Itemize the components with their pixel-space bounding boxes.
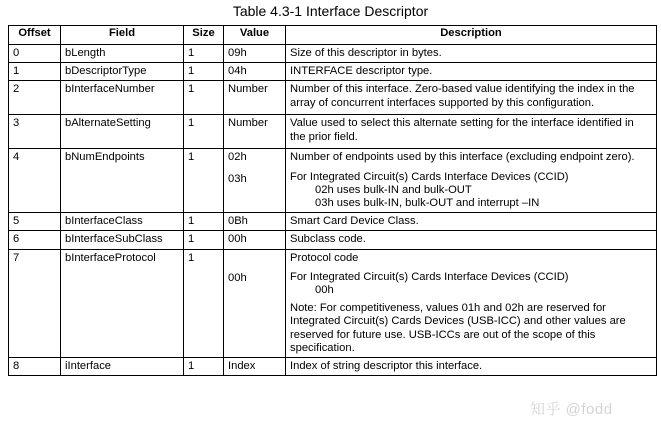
description-cell: Size of this descriptor in bytes. [286, 45, 657, 63]
header-offset: Offset [9, 26, 61, 45]
value-cell: 04h [224, 63, 286, 81]
description-line: For Integrated Circuit(s) Cards Interface Devices (CCID) [290, 170, 569, 183]
description-line: 02h uses bulk-IN and bulk-OUT [315, 183, 472, 196]
description-line: Number of endpoints used by this interface (excluding endpoint zero). [290, 151, 635, 164]
field-cell: bInterfaceProtocol [61, 249, 184, 357]
field-cell: bDescriptorType [61, 63, 184, 81]
value-cell [224, 149, 286, 213]
description-line: 00h [315, 284, 334, 297]
value-line: 03h [228, 172, 247, 185]
size-cell: 1 [184, 45, 224, 63]
value-cell: Index [224, 358, 286, 376]
table-row [9, 81, 657, 115]
table-row [9, 358, 657, 376]
table-row [9, 231, 657, 249]
table-row [9, 63, 657, 81]
description-cell: Number of this interface. Zero-based value identifying the index in the array of concurrent interfaces supported by this configuration. [286, 81, 657, 115]
field-cell: bLength [61, 45, 184, 63]
offset-cell: 1 [9, 63, 61, 81]
description-line: 03h uses bulk-IN, bulk-OUT and interrupt –IN [315, 197, 540, 210]
table-row [9, 149, 657, 213]
value-cell: Number [224, 81, 286, 115]
size-cell: 1 [184, 358, 224, 376]
description-cell: INTERFACE descriptor type. [286, 63, 657, 81]
value-line: 00h [228, 271, 247, 284]
description-note: Note: For competitiveness, values 01h and 02h are reserved for Integrated Circuit(s) Cards Devices (USB-ICC) and other values are reserved for future use. USB-ICCs are out of the scope of this specification. [290, 302, 626, 354]
value-cell: 0Bh [224, 213, 286, 231]
size-cell: 1 [184, 81, 224, 115]
offset-cell: 7 [9, 249, 61, 357]
field-cell: iInterface [61, 358, 184, 376]
field-cell: bInterfaceSubClass [61, 231, 184, 249]
description-cell [286, 249, 657, 357]
offset-cell: 3 [9, 115, 61, 149]
field-cell: bInterfaceClass [61, 213, 184, 231]
table-row [9, 45, 657, 63]
size-cell: 1 [184, 249, 224, 357]
size-cell: 1 [184, 115, 224, 149]
value-cell: Number [224, 115, 286, 149]
offset-cell: 8 [9, 358, 61, 376]
description-cell: Subclass code. [286, 231, 657, 249]
description-cell [286, 149, 657, 213]
interface-descriptor-table [8, 25, 657, 376]
value-line: 02h [228, 151, 247, 164]
field-cell: bInterfaceNumber [61, 81, 184, 115]
header-field: Field [61, 26, 184, 45]
offset-cell: 2 [9, 81, 61, 115]
header-description: Description [286, 26, 657, 45]
description-line: For Integrated Circuit(s) Cards Interface Devices (CCID) [290, 270, 569, 283]
table-row [9, 249, 657, 357]
table-row [9, 115, 657, 149]
value-cell: 00h [224, 231, 286, 249]
offset-cell: 6 [9, 231, 61, 249]
description-cell: Smart Card Device Class. [286, 213, 657, 231]
offset-cell: 5 [9, 213, 61, 231]
header-row [9, 26, 657, 45]
offset-cell: 0 [9, 45, 61, 63]
header-value: Value [224, 26, 286, 45]
description-cell: Value used to select this alternate setting for the interface identified in the prior field. [286, 115, 657, 149]
watermark: 知乎 @fodd [530, 401, 613, 418]
header-size: Size [184, 26, 224, 45]
table-caption: Table 4.3-1 Interface Descriptor [232, 3, 429, 19]
size-cell: 1 [184, 149, 224, 213]
size-cell: 1 [184, 63, 224, 81]
offset-cell: 4 [9, 149, 61, 213]
size-cell: 1 [184, 213, 224, 231]
description-line: Protocol code [290, 251, 359, 264]
description-cell: Index of string descriptor this interface. [286, 358, 657, 376]
field-cell: bAlternateSetting [61, 115, 184, 149]
size-cell: 1 [184, 231, 224, 249]
field-cell: bNumEndpoints [61, 149, 184, 213]
value-cell: 09h [224, 45, 286, 63]
table-row [9, 213, 657, 231]
value-cell [224, 249, 286, 357]
